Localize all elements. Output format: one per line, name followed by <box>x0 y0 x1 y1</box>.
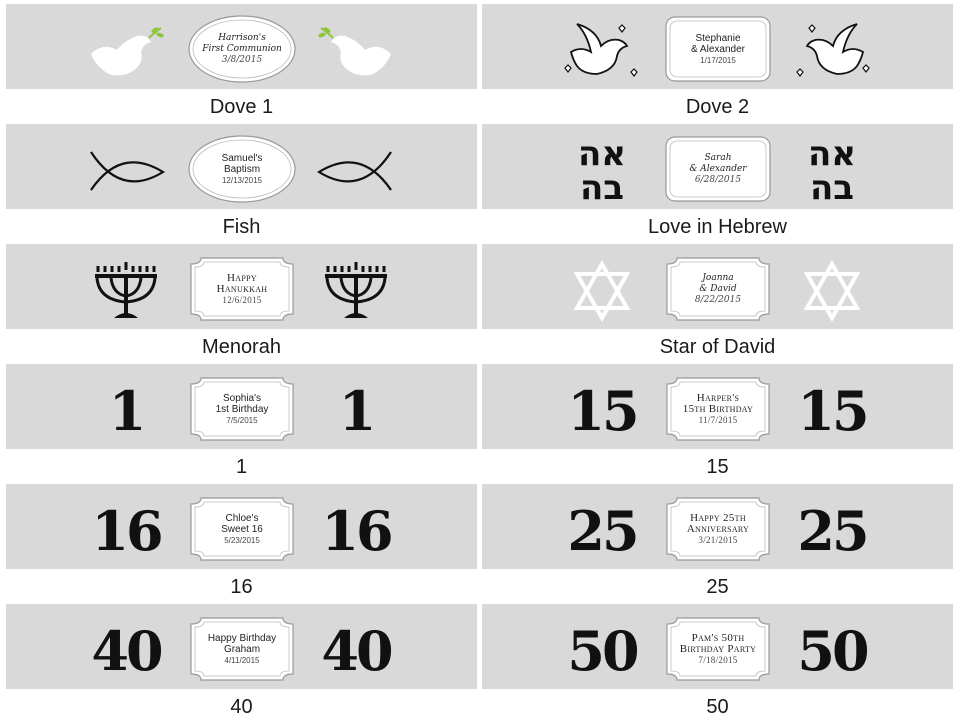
design-tile[interactable] <box>482 240 953 360</box>
number-25-icon <box>787 496 877 566</box>
hebrew-letters: אה <box>807 134 857 174</box>
design-tile[interactable] <box>482 120 953 240</box>
number-40-icon <box>81 616 171 686</box>
label-line: Hanukkah <box>216 282 268 295</box>
hebrew-love-icon <box>787 136 877 206</box>
label-text <box>191 374 293 444</box>
label-line: Happy 25th <box>690 511 746 524</box>
label-banner <box>482 4 953 89</box>
dove-hearts-icon <box>787 16 877 86</box>
label-frame <box>187 134 297 204</box>
number-glyph: 16 <box>91 499 161 563</box>
label-text <box>667 374 769 444</box>
label-banner <box>482 484 953 569</box>
label-frame <box>187 374 297 444</box>
number-glyph: 15 <box>797 379 867 443</box>
label-banner <box>6 4 477 89</box>
label-date: 7/18/2015 <box>698 654 738 665</box>
label-line: Harrison's <box>218 32 266 43</box>
label-text <box>191 494 293 564</box>
number-glyph: 40 <box>321 619 391 683</box>
label-banner <box>6 484 477 569</box>
label-frame <box>187 14 297 84</box>
label-line: Graham <box>223 643 261 655</box>
design-tile[interactable] <box>6 360 477 480</box>
number-glyph: 1 <box>338 379 374 443</box>
label-date: 11/7/2015 <box>698 414 738 425</box>
number-1-icon <box>81 376 171 446</box>
number-glyph: 50 <box>567 619 637 683</box>
label-text <box>191 614 293 684</box>
label-date: 3/8/2015 <box>221 54 263 65</box>
label-frame <box>663 254 773 324</box>
design-caption: 16 <box>230 576 253 598</box>
star-of-david-icon <box>787 256 877 326</box>
label-line: Sarah <box>704 152 732 163</box>
label-line: First Communion <box>202 43 282 54</box>
number-glyph: 25 <box>567 499 637 563</box>
label-text <box>667 494 769 564</box>
number-25-icon <box>557 496 647 566</box>
hebrew-letters: בה <box>809 168 855 208</box>
number-glyph: 40 <box>91 619 161 683</box>
label-line: & David <box>699 283 737 294</box>
label-date: 1/17/2015 <box>700 55 736 65</box>
number-16-icon <box>81 496 171 566</box>
label-text <box>667 14 769 84</box>
label-frame <box>187 254 297 324</box>
label-banner <box>6 604 477 689</box>
design-tile[interactable] <box>482 480 953 600</box>
label-date: 7/5/2015 <box>226 415 258 425</box>
number-glyph: 50 <box>797 619 867 683</box>
label-frame <box>663 134 773 204</box>
dove-olive-branch-icon <box>81 16 171 86</box>
label-text <box>191 14 293 84</box>
number-50-icon <box>557 616 647 686</box>
number-40-icon <box>311 616 401 686</box>
label-line: Baptism <box>223 163 261 175</box>
design-tile[interactable] <box>482 360 953 480</box>
label-banner <box>482 124 953 209</box>
label-line: Happy <box>227 271 257 284</box>
hebrew-letters: בה <box>579 168 625 208</box>
number-16-icon <box>311 496 401 566</box>
label-date: 6/28/2015 <box>694 174 742 185</box>
label-line: Joanna <box>702 272 734 283</box>
label-date: 3/21/2015 <box>698 534 738 545</box>
design-caption: Star of David <box>659 336 776 358</box>
design-caption: Menorah <box>202 336 281 358</box>
label-date: 8/22/2015 <box>694 294 742 305</box>
hebrew-love-icon <box>557 136 647 206</box>
label-frame <box>187 614 297 684</box>
dove-olive-branch-icon <box>311 16 401 86</box>
label-line: & Alexander <box>689 163 747 174</box>
design-caption: 15 <box>706 456 729 478</box>
design-tile[interactable] <box>6 0 477 120</box>
label-line: Pam's 50th <box>691 631 745 644</box>
dove-hearts-icon <box>557 16 647 86</box>
label-line: Stephanie <box>695 32 741 44</box>
label-line: Sophia's <box>222 392 262 404</box>
number-glyph: 25 <box>797 499 867 563</box>
label-line: Chloe's <box>225 512 259 524</box>
number-50-icon <box>787 616 877 686</box>
label-banner <box>6 124 477 209</box>
label-date: 12/6/2015 <box>222 294 262 305</box>
label-line: Sweet 16 <box>221 523 263 535</box>
label-date: 5/23/2015 <box>224 535 260 545</box>
design-caption: 1 <box>235 456 248 478</box>
design-tile[interactable] <box>482 600 953 720</box>
label-frame <box>187 494 297 564</box>
design-tile[interactable] <box>6 240 477 360</box>
label-banner <box>6 364 477 449</box>
design-tile[interactable] <box>6 480 477 600</box>
number-glyph: 15 <box>567 379 637 443</box>
design-tile[interactable] <box>6 120 477 240</box>
label-banner <box>482 604 953 689</box>
menorah-icon <box>311 256 401 326</box>
star-of-david-icon <box>557 256 647 326</box>
number-glyph: 1 <box>108 379 144 443</box>
label-line: 1st Birthday <box>215 403 269 415</box>
ichthys-fish-icon <box>311 136 401 206</box>
label-line: Birthday Party <box>679 642 757 655</box>
label-line: Happy Birthday <box>207 632 277 644</box>
label-line: Anniversary <box>686 522 750 535</box>
label-line: & Alexander <box>691 43 745 55</box>
hebrew-letters: אה <box>577 134 627 174</box>
design-caption: 50 <box>706 696 729 718</box>
label-line: Samuel's <box>221 152 263 164</box>
label-frame <box>663 14 773 84</box>
design-tile[interactable] <box>6 600 477 720</box>
label-line: Harper's <box>696 391 740 404</box>
label-frame <box>663 494 773 564</box>
number-15-icon <box>787 376 877 446</box>
design-caption: Fish <box>222 216 261 238</box>
label-frame <box>663 614 773 684</box>
label-banner <box>6 244 477 329</box>
label-text <box>667 614 769 684</box>
design-tile[interactable] <box>482 0 953 120</box>
design-caption: 25 <box>706 576 729 598</box>
design-caption: Dove 2 <box>685 96 750 118</box>
design-caption: Love in Hebrew <box>648 216 787 238</box>
design-caption: Dove 1 <box>209 96 274 118</box>
label-banner <box>482 244 953 329</box>
label-text <box>191 134 293 204</box>
number-15-icon <box>557 376 647 446</box>
label-date: 12/13/2015 <box>221 175 263 185</box>
label-text <box>667 134 769 204</box>
label-date: 4/11/2015 <box>224 655 260 665</box>
menorah-icon <box>81 256 171 326</box>
label-text <box>667 254 769 324</box>
label-banner <box>482 364 953 449</box>
label-line: 15th Birthday <box>682 402 754 415</box>
label-frame <box>663 374 773 444</box>
ichthys-fish-icon <box>81 136 171 206</box>
label-text <box>191 254 293 324</box>
number-1-icon <box>311 376 401 446</box>
number-glyph: 16 <box>321 499 391 563</box>
design-caption: 40 <box>230 696 253 718</box>
